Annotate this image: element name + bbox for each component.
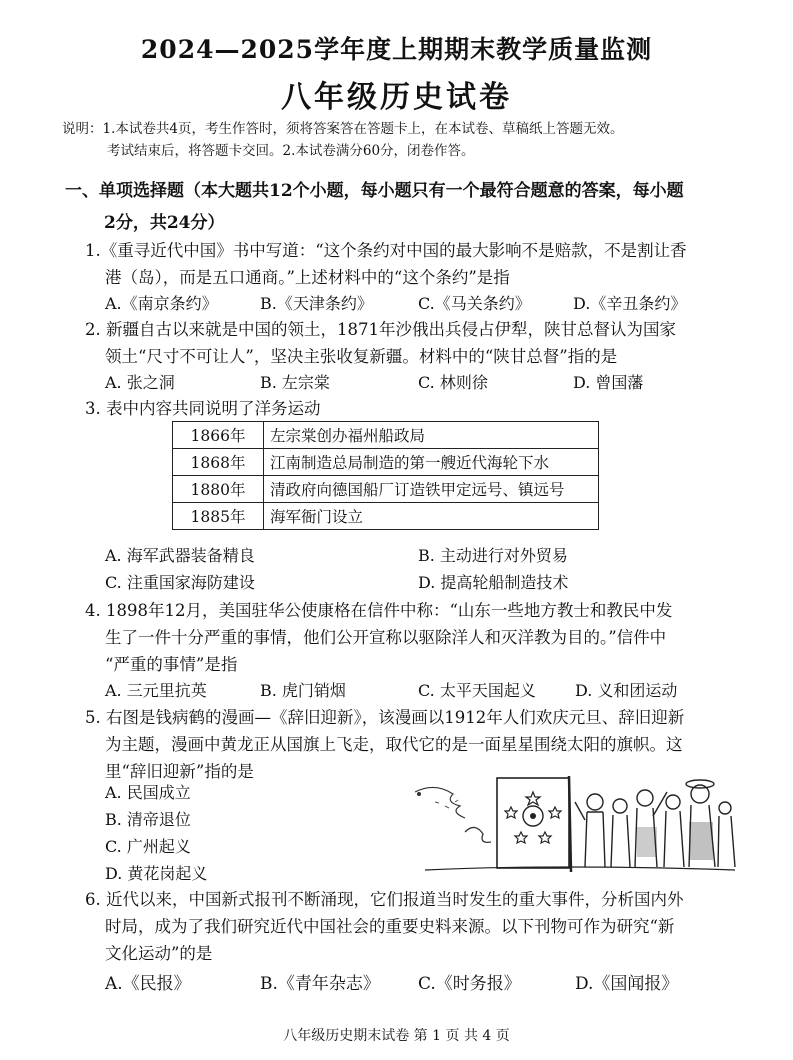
question-5-options <box>105 779 207 887</box>
option-b[interactable]: B.《天津条约》 <box>260 294 373 313</box>
question-line: 里“辞旧迎新”指的是 <box>105 762 254 781</box>
option-b[interactable]: B. 主动进行对外贸易 <box>418 546 568 565</box>
table-cell-event: 海军衙门设立 <box>264 503 599 530</box>
option-a[interactable]: A. 海军武器装备精良 <box>105 546 255 565</box>
section-heading-line-2: 2分，共24分） <box>104 213 225 233</box>
table-cell-event: 左宗棠创办福州船政局 <box>264 422 599 449</box>
page-footer: 八年级历史期末试卷 第 1 页 共 4 页 <box>283 1028 510 1044</box>
option-d[interactable]: D.《辛丑条约》 <box>573 294 687 313</box>
question-2-options <box>105 370 745 396</box>
cartoon-drawing <box>405 772 740 874</box>
question-3-options-row-1 <box>105 543 745 569</box>
option-d[interactable]: D. 提高轮船制造技术 <box>418 573 569 592</box>
option-c[interactable]: C. 注重国家海防建设 <box>105 573 255 592</box>
table-cell-event: 清政府向德国船厂订造铁甲定远号、镇远号 <box>264 476 599 503</box>
table-row <box>173 503 599 530</box>
option-a[interactable]: A. 张之洞 <box>105 373 175 392</box>
table-row <box>173 449 599 476</box>
question-line: 2. 新疆自古以来就是中国的领土，1871年沙俄出兵侵占伊犁，陕甘总督认为国家 <box>85 320 676 339</box>
question-line: 3. 表中内容共同说明了洋务运动 <box>85 399 321 418</box>
section-heading <box>65 175 745 239</box>
option-d[interactable]: D. 义和团运动 <box>575 681 678 700</box>
option-a[interactable]: A. 民国成立 <box>105 783 191 802</box>
question-6-options <box>105 969 745 995</box>
question-6 <box>85 886 740 967</box>
question-line: 港（岛），而是五口通商。”上述材料中的“这个条约”是指 <box>105 268 510 287</box>
question-line: 领土“尺寸不可让人”，坚决主张收复新疆。材料中的“陕甘总督”指的是 <box>105 347 618 366</box>
question-2 <box>85 316 740 370</box>
option-d[interactable]: D. 曾国藩 <box>573 373 644 392</box>
question-line: 6. 近代以来，中国新式报刊不断涌现，它们报道当时发生的重大事件，分析国内外 <box>85 890 684 909</box>
instructions-line-1: 说明：1.本试卷共4页，考生作答时，须将答案答在答题卡上，在本试卷、草稿纸上答题无效。 <box>62 121 624 137</box>
question-line: 时局，成为了我们研究近代中国社会的重要史料来源。以下刊物可作为研究“新 <box>105 917 675 936</box>
question-line: 文化运动”的是 <box>105 944 213 963</box>
instructions <box>62 118 752 162</box>
exam-title: 2024—2025学年度上期期末教学质量监测 <box>140 35 653 64</box>
table-cell-year: 1866年 <box>173 422 264 449</box>
table-row <box>173 422 599 449</box>
option-a[interactable]: A.《民报》 <box>105 974 191 994</box>
exam-subtitle: 八年级历史试卷 <box>281 80 512 115</box>
option-d[interactable]: D.《国闻报》 <box>575 974 679 994</box>
table-cell-event: 江南制造总局制造的第一艘近代海轮下水 <box>264 449 599 476</box>
option-d[interactable]: D. 黄花岗起义 <box>105 864 208 883</box>
option-b[interactable]: B. 清帝退位 <box>105 810 191 829</box>
question-line: 5. 右图是钱病鹤的漫画—《辞旧迎新》，该漫画以1912年人们欢庆元旦、辞旧迎新 <box>85 708 685 727</box>
question-4-options <box>105 678 745 704</box>
question-line: “严重的事情”是指 <box>105 655 238 674</box>
option-b[interactable]: B.《青年杂志》 <box>260 974 380 994</box>
option-a[interactable]: A. 三元里抗英 <box>105 681 207 700</box>
table-cell-year: 1885年 <box>173 503 264 530</box>
question-line: 生了一件十分严重的事情，他们公开宣称以驱除洋人和灭洋教为目的。”信件中 <box>105 628 667 647</box>
table-row <box>173 476 599 503</box>
question-3 <box>85 395 740 422</box>
question-3-options-row-2 <box>105 570 745 596</box>
option-c[interactable]: C. 太平天国起义 <box>418 681 536 700</box>
option-c[interactable]: C.《马关条约》 <box>418 294 531 313</box>
question-1-options <box>105 291 745 317</box>
events-table <box>172 421 599 530</box>
option-c[interactable]: C.《时务报》 <box>418 974 521 994</box>
question-1 <box>85 237 740 291</box>
question-4 <box>85 597 740 678</box>
question-line: 4. 1898年12月，美国驻华公使康格在信件中称：“山东一些地方教士和教民中发 <box>85 601 673 620</box>
option-a[interactable]: A.《南京条约》 <box>105 294 218 313</box>
option-b[interactable]: B. 虎门销烟 <box>260 681 346 700</box>
table-cell-year: 1868年 <box>173 449 264 476</box>
question-line: 为主题，漫画中黄龙正从国旗上飞走，取代它的是一面星星围绕太阳的旗帜。这 <box>105 735 683 754</box>
cartoon-illustration <box>405 772 740 874</box>
option-c[interactable]: C. 林则徐 <box>418 373 488 392</box>
option-b[interactable]: B. 左宗棠 <box>260 373 330 392</box>
section-heading-line-1: 一、单项选择题（本大题共12个小题，每小题只有一个最符合题意的答案，每小题 <box>65 181 684 201</box>
question-line: 1.《重寻近代中国》书中写道：“这个条约对中国的最大影响不是赔款，不是割让香 <box>85 241 687 260</box>
table-cell-year: 1880年 <box>173 476 264 503</box>
option-c[interactable]: C. 广州起义 <box>105 837 191 856</box>
instructions-line-2: 考试结束后，将答题卡交回。2.本试卷满分60分，闭卷作答。 <box>107 143 475 159</box>
